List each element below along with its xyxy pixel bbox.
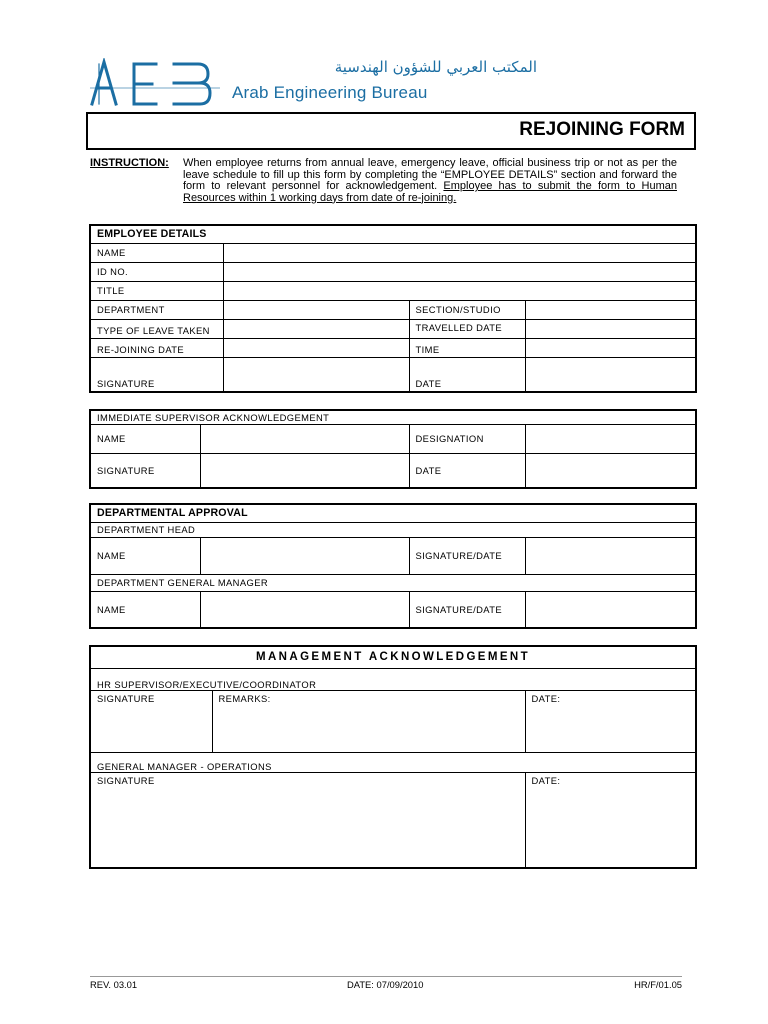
time-label: TIME (409, 338, 525, 357)
hr-date-field[interactable] (525, 690, 696, 752)
instruction-text (183, 158, 677, 204)
signature-label: SIGNATURE (90, 357, 223, 392)
id-no-label: ID NO. (90, 262, 223, 281)
department-head-label: DEPARTMENT HEAD (90, 522, 696, 537)
gm-operations-label: GENERAL MANAGER - OPERATIONS (90, 752, 696, 772)
gm-signature-field[interactable] (90, 772, 525, 868)
supervisor-table (89, 409, 697, 489)
travelled-date-label: TRAVELLED DATE (409, 319, 525, 338)
title-field[interactable] (223, 281, 696, 300)
form-code: HR/F/01.05 (634, 979, 682, 990)
rejoining-date-field[interactable] (223, 338, 409, 357)
departmental-approval-heading: DEPARTMENTAL APPROVAL (90, 504, 696, 522)
hr-remarks-field[interactable] (212, 690, 525, 752)
hr-remarks-label: REMARKS: (218, 692, 271, 704)
time-field[interactable] (525, 338, 696, 357)
instruction-label: INSTRUCTION: (90, 157, 169, 169)
rejoining-date-label: RE-JOINING DATE (90, 338, 223, 357)
employee-details-table (89, 224, 697, 393)
departmental-approval-table (89, 503, 697, 629)
department-gm-label: DEPARTMENT GENERAL MANAGER (90, 574, 696, 591)
gm-signature-label: SIGNATURE (97, 774, 155, 786)
department-field[interactable] (223, 300, 409, 319)
title-label: TITLE (90, 281, 223, 300)
company-name-arabic: المكتب العربي للشؤون الهندسية (334, 58, 537, 76)
supervisor-name-label: NAME (90, 424, 200, 453)
gm-date-label: DATE: (531, 774, 561, 786)
name-field[interactable] (223, 243, 696, 262)
date-field[interactable] (525, 357, 696, 392)
dept-gm-signature-date-label: SIGNATURE/DATE (409, 591, 525, 628)
designation-field[interactable] (525, 424, 696, 453)
dept-gm-name-field[interactable] (200, 591, 409, 628)
hr-supervisor-label: HR SUPERVISOR/EXECUTIVE/COORDINATOR (90, 668, 696, 690)
supervisor-heading: IMMEDIATE SUPERVISOR ACKNOWLEDGEMENT (90, 410, 696, 424)
section-studio-label: SECTION/STUDIO (409, 300, 525, 319)
aeb-logo-mark (90, 58, 220, 106)
company-logo (90, 56, 537, 108)
name-label: NAME (90, 243, 223, 262)
supervisor-signature-field[interactable] (200, 453, 409, 488)
type-of-leave-label: TYPE OF LEAVE TAKEN (90, 319, 223, 338)
hr-signature-label: SIGNATURE (97, 692, 155, 704)
supervisor-date-label: DATE (409, 453, 525, 488)
page-footer (90, 976, 682, 991)
revision-number: REV. 03.01 (90, 979, 138, 990)
supervisor-signature-label: SIGNATURE (90, 453, 200, 488)
type-of-leave-field[interactable] (223, 319, 409, 338)
dept-head-signature-date-field[interactable] (525, 537, 696, 574)
dept-head-signature-date-label: SIGNATURE/DATE (409, 537, 525, 574)
dept-head-name-field[interactable] (200, 537, 409, 574)
company-name-english: Arab Engineering Bureau (232, 83, 428, 102)
dept-head-name-label: NAME (90, 537, 200, 574)
department-label: DEPARTMENT (90, 300, 223, 319)
travelled-date-field[interactable] (525, 319, 696, 338)
supervisor-name-field[interactable] (200, 424, 409, 453)
footer-date: DATE: 07/09/2010 (347, 979, 424, 990)
management-acknowledgement-table (89, 645, 697, 869)
hr-signature-field[interactable] (90, 690, 212, 752)
instruction-body: When employee returns from annual leave, emergency leave, official business trip or not as per the leave schedule to fill up this form by completing the “EMPLOYEE DETAILS” section and forward the form to relevant personnel for acknowledgement. (183, 157, 677, 193)
supervisor-date-field[interactable] (525, 453, 696, 488)
form-title-box (86, 112, 696, 150)
id-no-field[interactable] (223, 262, 696, 281)
signature-field[interactable] (223, 357, 409, 392)
management-heading: MANAGEMENT ACKNOWLEDGEMENT (90, 646, 696, 668)
dept-gm-signature-date-field[interactable] (525, 591, 696, 628)
section-studio-field[interactable] (525, 300, 696, 319)
date-label: DATE (409, 357, 525, 392)
designation-label: DESIGNATION (409, 424, 525, 453)
instruction-underlined: Employee has to submit the form to Human Resources within 1 working days from date of re-joining. (183, 180, 677, 204)
employee-details-heading: EMPLOYEE DETAILS (90, 225, 696, 243)
hr-date-label: DATE: (531, 692, 561, 704)
form-title: REJOINING FORM (519, 119, 685, 140)
gm-date-field[interactable] (525, 772, 696, 868)
dept-gm-name-label: NAME (90, 591, 200, 628)
